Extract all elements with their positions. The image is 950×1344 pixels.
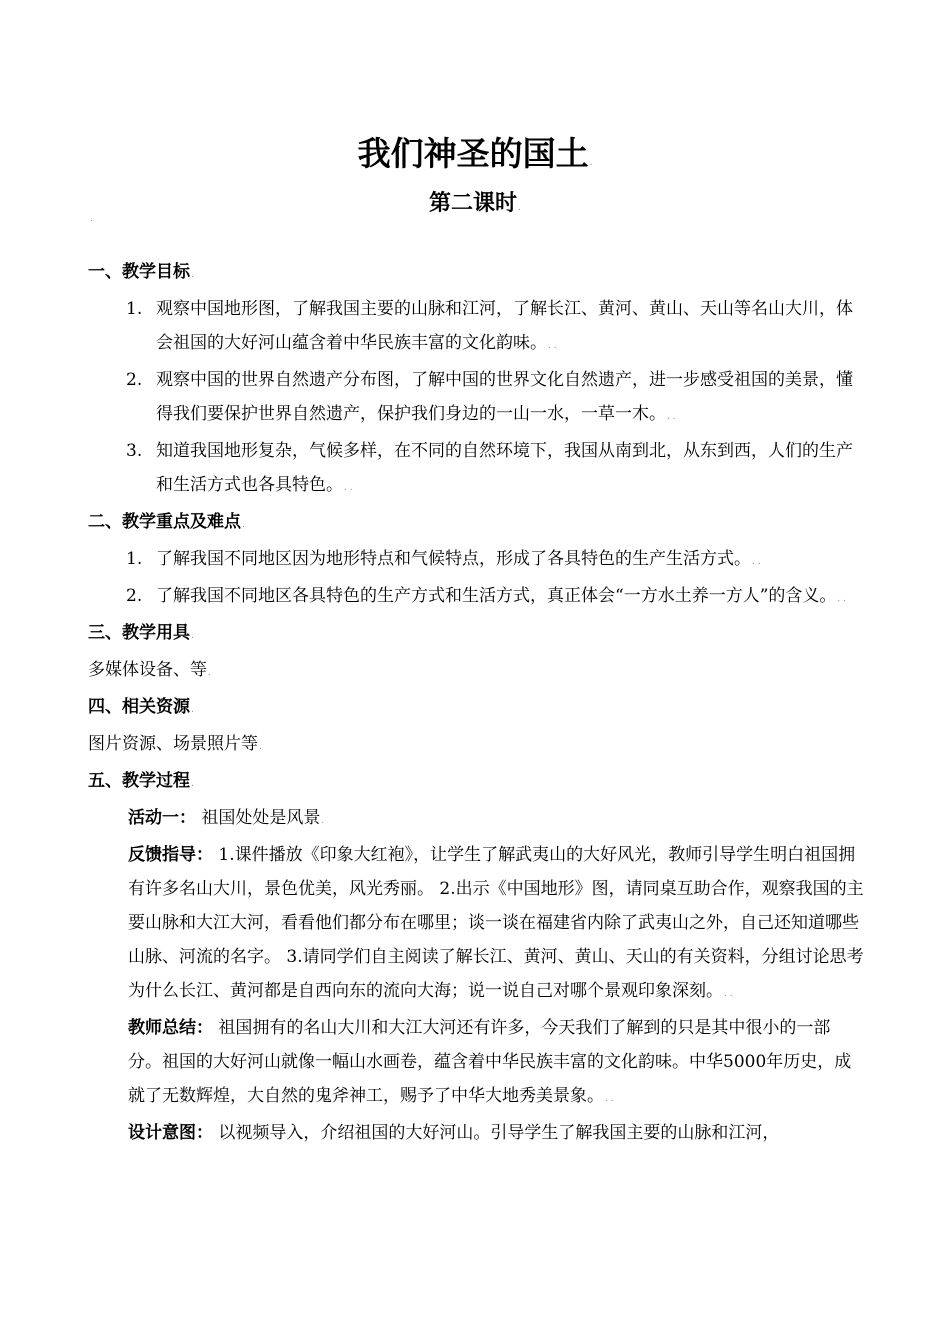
list-number: 2. — [126, 586, 143, 606]
list-item: 2. 观察中国的世界自然遗产分布图，了解中国的世界文化自然遗产，进一步感受祖国的美景，懂得我们要保护世界自然遗产，保护我们身边的一山一水，一草一木。. . — [88, 363, 864, 434]
section-heading-key-points: 二、教学重点及难点. — [88, 512, 245, 532]
paragraph-mark: . — [90, 214, 93, 224]
section-heading-resources: 四、相关资源. — [88, 697, 194, 717]
list-item: 1. 观察中国地形图，了解我国主要的山脉和江河，了解长江、黄河、黄山、天山等名山大川，体会祖国的大好河山蕴含着中华民族丰富的文化韵味。. . — [88, 292, 864, 363]
key-points-list — [88, 542, 864, 616]
feedback-label: 反馈指导： — [128, 845, 213, 865]
activity-label: 活动一： — [128, 808, 196, 828]
document-subtitle: 第二课时. — [429, 191, 521, 216]
section-heading-objectives: 一、教学目标. — [88, 262, 194, 282]
summary-label: 教师总结： — [128, 1018, 213, 1038]
list-number: 3. — [126, 441, 143, 461]
tools-text: 多媒体设备、等. — [88, 660, 211, 680]
activity-paragraph: 活动一： 祖国处处是风景. — [128, 808, 325, 828]
list-item: 2. 了解我国不同地区各具特色的生产方式和生活方式，真正体会“一方水土养一方人”的含义。. . — [88, 579, 864, 616]
document-body — [88, 255, 864, 1150]
design-intent-paragraph: 设计意图： 以视频导入，介绍祖国的大好河山。引导学生了解我国主要的山脉和江河， — [128, 1123, 780, 1143]
section-heading-process: 五、教学过程. — [88, 771, 194, 791]
resources-text: 图片资源、场景照片等. — [88, 734, 262, 754]
summary-paragraph: 教师总结： 祖国拥有的名山大川和大江大河还有许多，今天我们了解到的只是其中很小的一部分。祖国的大好河山就像一幅山水画卷，蕴含着中华民族丰富的文化韵味。中华5000年历史，成就了无数辉煌，大自然的鬼斧神工，赐予了中华大地秀美景象。. . — [128, 1018, 852, 1106]
list-number: 1. — [126, 549, 143, 569]
list-number: 2. — [126, 370, 143, 390]
section-heading-tools: 三、教学用具. — [88, 623, 194, 643]
list-item: 3. 知道我国地形复杂，气候多样，在不同的自然环境下，我国从南到北，从东到西，人们的生产和生活方式也各具特色。. . — [88, 434, 864, 505]
objectives-list — [88, 292, 864, 505]
list-number: 1. — [126, 299, 143, 319]
design-intent-label: 设计意图： — [128, 1123, 213, 1143]
list-item: 1. 了解我国不同地区因为地形特点和气候特点，形成了各具特色的生产生活方式。. . — [88, 542, 864, 579]
document-title: 我们神圣的国土. — [357, 134, 593, 173]
feedback-paragraph: 反馈指导： 1.课件播放《印象大红袍》，让学生了解武夷山的大好风光，教师引导学生明白祖国拥有许多名山大川，景色优美，风光秀丽。 2.出示《中国地形》图，请同桌互助合作，观察我国的主要山脉和大江大河，看看他们都分布在哪里；谈一谈在福建省内除了武夷山之外，自己还知道哪些山脉、河流的名字。 3.请同学们自主阅读了解长江、黄河、黄山、天山的有关资料，分组讨论思考为什么长江、黄河都是自西向东的流向大海；说一说自己对哪个景观印象深刻。. . — [128, 845, 864, 1001]
